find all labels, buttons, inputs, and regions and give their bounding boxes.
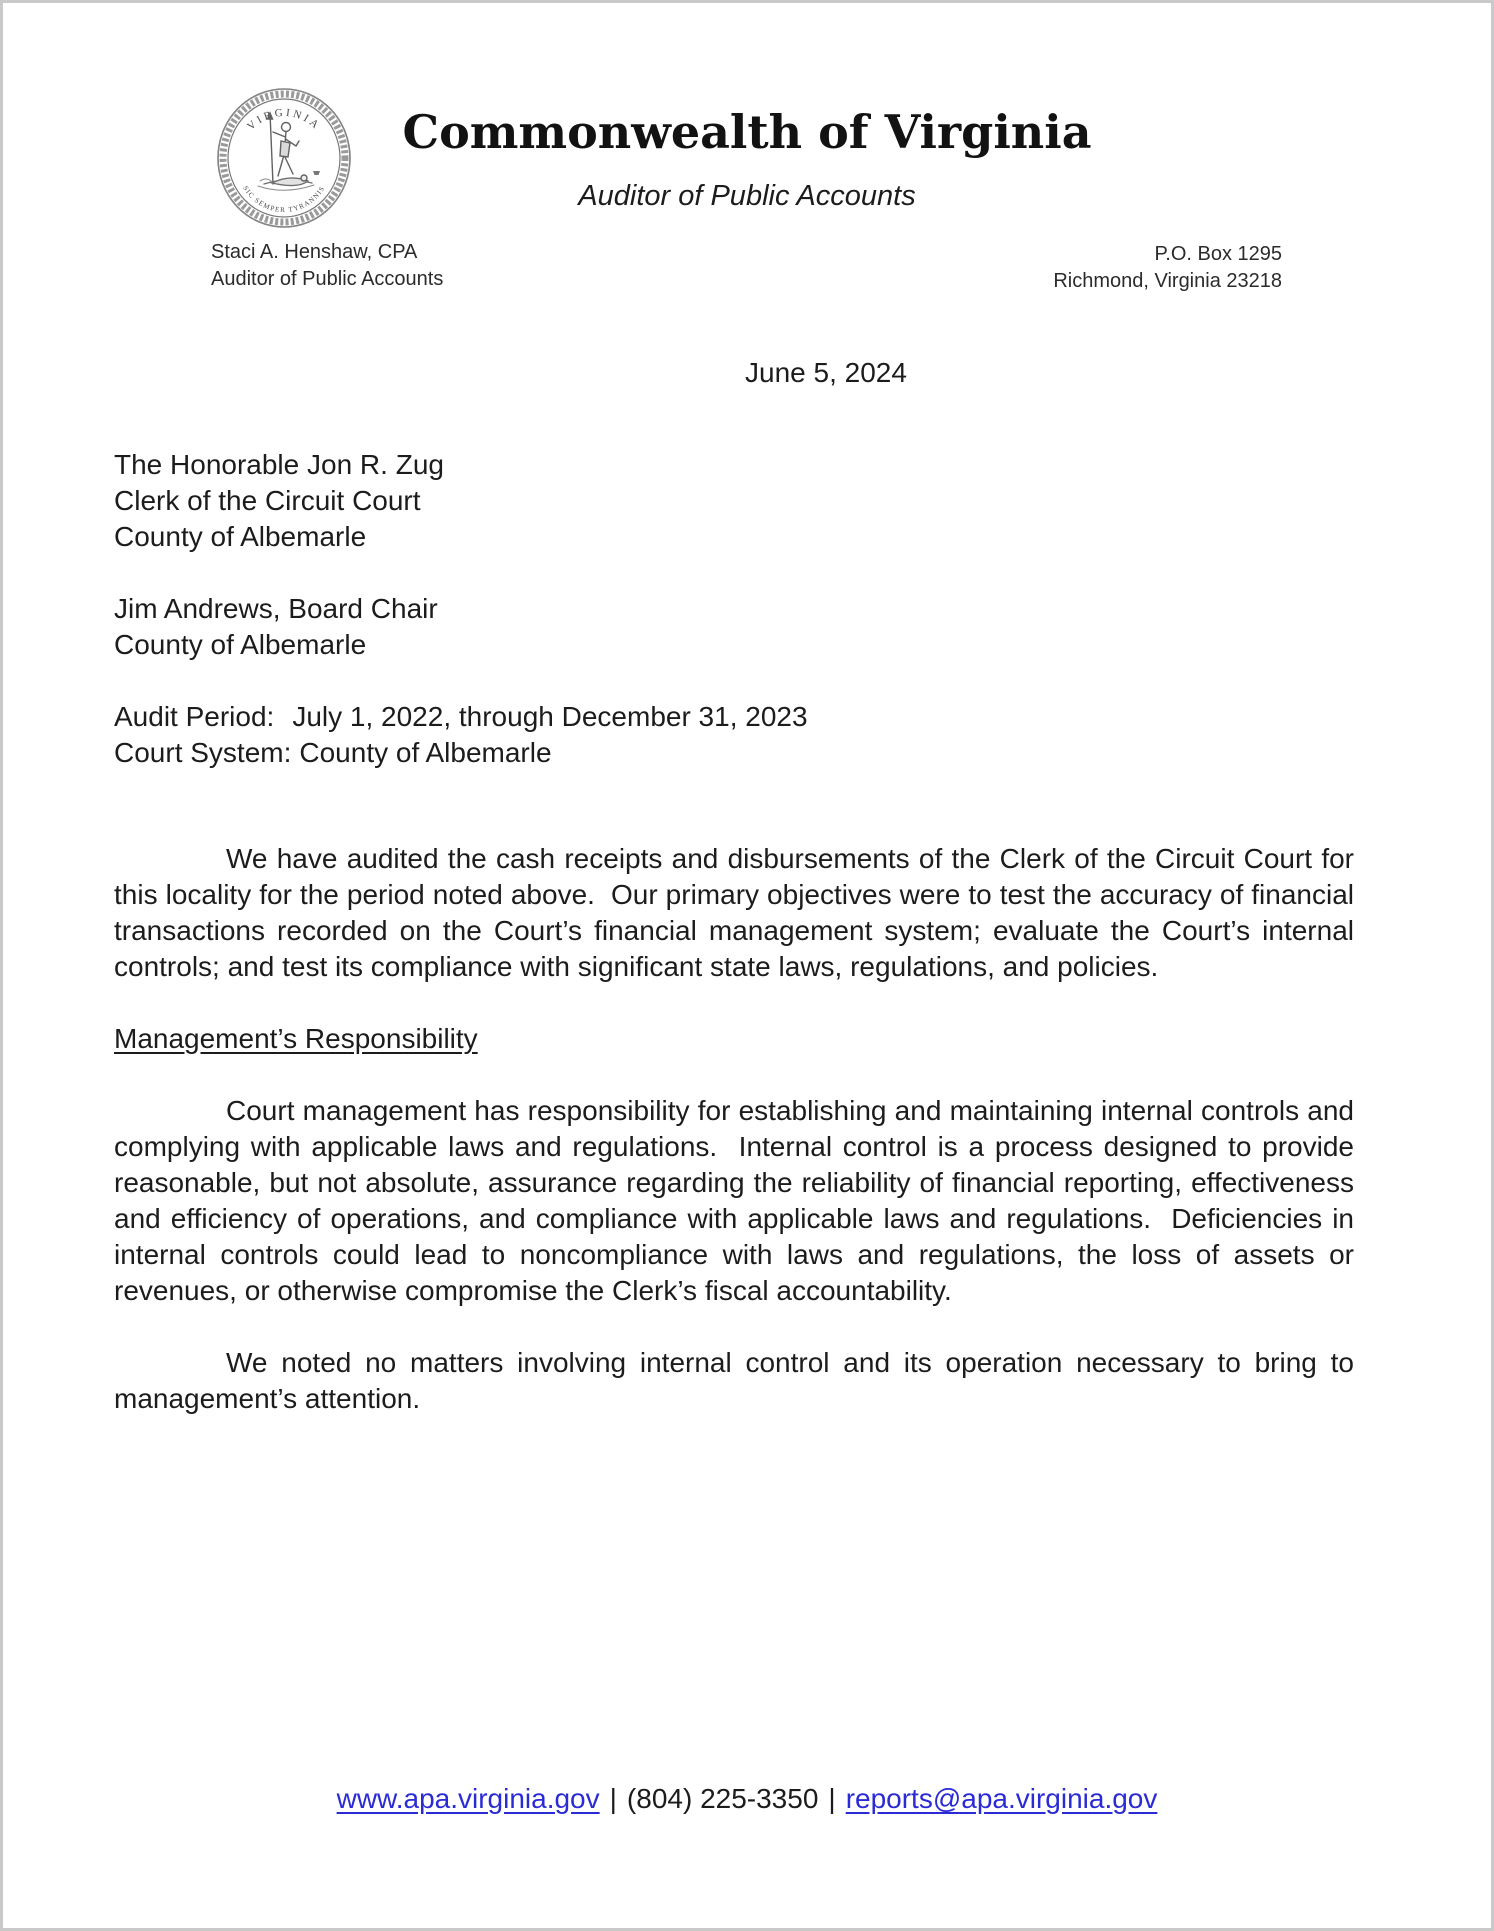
phone-number: (804) 225-3350 — [626, 1783, 819, 1814]
address-block — [1053, 241, 1282, 295]
recipient-locality: County of Albemarle — [114, 521, 367, 552]
organization-title: Commonwealth of Virginia — [402, 105, 1092, 159]
letter-body — [3, 355, 1491, 1417]
website-link[interactable]: www.apa.virginia.gov — [336, 1783, 600, 1814]
audit-period-line — [114, 699, 1354, 735]
court-system-label: Court System: — [114, 737, 292, 768]
seal-top-text: VI GINIA — [245, 106, 323, 133]
paragraph-management-responsibility: Court management has responsibility for establishing and maintaining internal controls and complying with applicable laws and regulations. Internal control is a process designed to provide reasonable, but not absolute, assurance regarding the reliability of financial reporting, effectiveness and efficiency of operations, and compliance with applicable laws and regulations. Deficiencies in internal controls could lead to noncompliance with laws and regulations, the loss of assets or revenues, or otherwise compromise the Clerk’s fiscal accountability. — [114, 1095, 1362, 1306]
recipient-name: The Honorable Jon R. Zug — [114, 449, 444, 480]
paragraph-audit-scope: We have audited the cash receipts and disbursements of the Clerk of the Circuit Court for this locality for the period noted above. Our primary objectives were to test the accuracy of financial transactions recorded on the Court’s financial management system; evaluate the Court’s internal controls; and test its compliance with significant state laws, regulations, and policies. — [114, 843, 1362, 982]
court-system-line — [114, 735, 1354, 771]
official-name: Staci A. Henshaw, CPA — [211, 241, 418, 263]
recipient-block-2 — [114, 591, 1354, 663]
recipient-title: Clerk of the Circuit Court — [114, 485, 421, 516]
court-system-value: County of Albemarle — [299, 737, 552, 768]
official-block — [211, 239, 443, 293]
audit-period-value: July 1, 2022, through December 31, 2023 — [292, 701, 808, 732]
footer-separator: | — [609, 1783, 617, 1814]
audit-info-block — [114, 699, 1354, 771]
email-link[interactable]: reports@apa.virginia.gov — [845, 1783, 1158, 1814]
letterhead — [3, 107, 1491, 213]
city-state-zip: Richmond, Virginia 23218 — [1053, 270, 1282, 292]
recipient-locality: County of Albemarle — [114, 629, 367, 660]
official-title: Auditor of Public Accounts — [211, 268, 444, 290]
department-subtitle: Auditor of Public Accounts — [578, 179, 916, 212]
seal-motto-text: SIC SEMPER TYRANNIS — [241, 184, 327, 215]
recipient-name: Jim Andrews, Board Chair — [114, 593, 438, 624]
footer-separator: | — [828, 1783, 836, 1814]
footer-contact-line — [3, 1781, 1491, 1817]
audit-period-label: Audit Period: — [114, 701, 275, 732]
section-heading-managements-responsibility: Management’s Responsibility — [114, 1023, 478, 1054]
po-box: P.O. Box 1295 — [1154, 243, 1282, 265]
letter-date: June 5, 2024 — [745, 357, 907, 388]
paragraph-no-matters-noted: We noted no matters involving internal control and its operation necessary to bring to management’s attention. — [114, 1347, 1362, 1414]
recipient-block-1 — [114, 447, 1354, 555]
